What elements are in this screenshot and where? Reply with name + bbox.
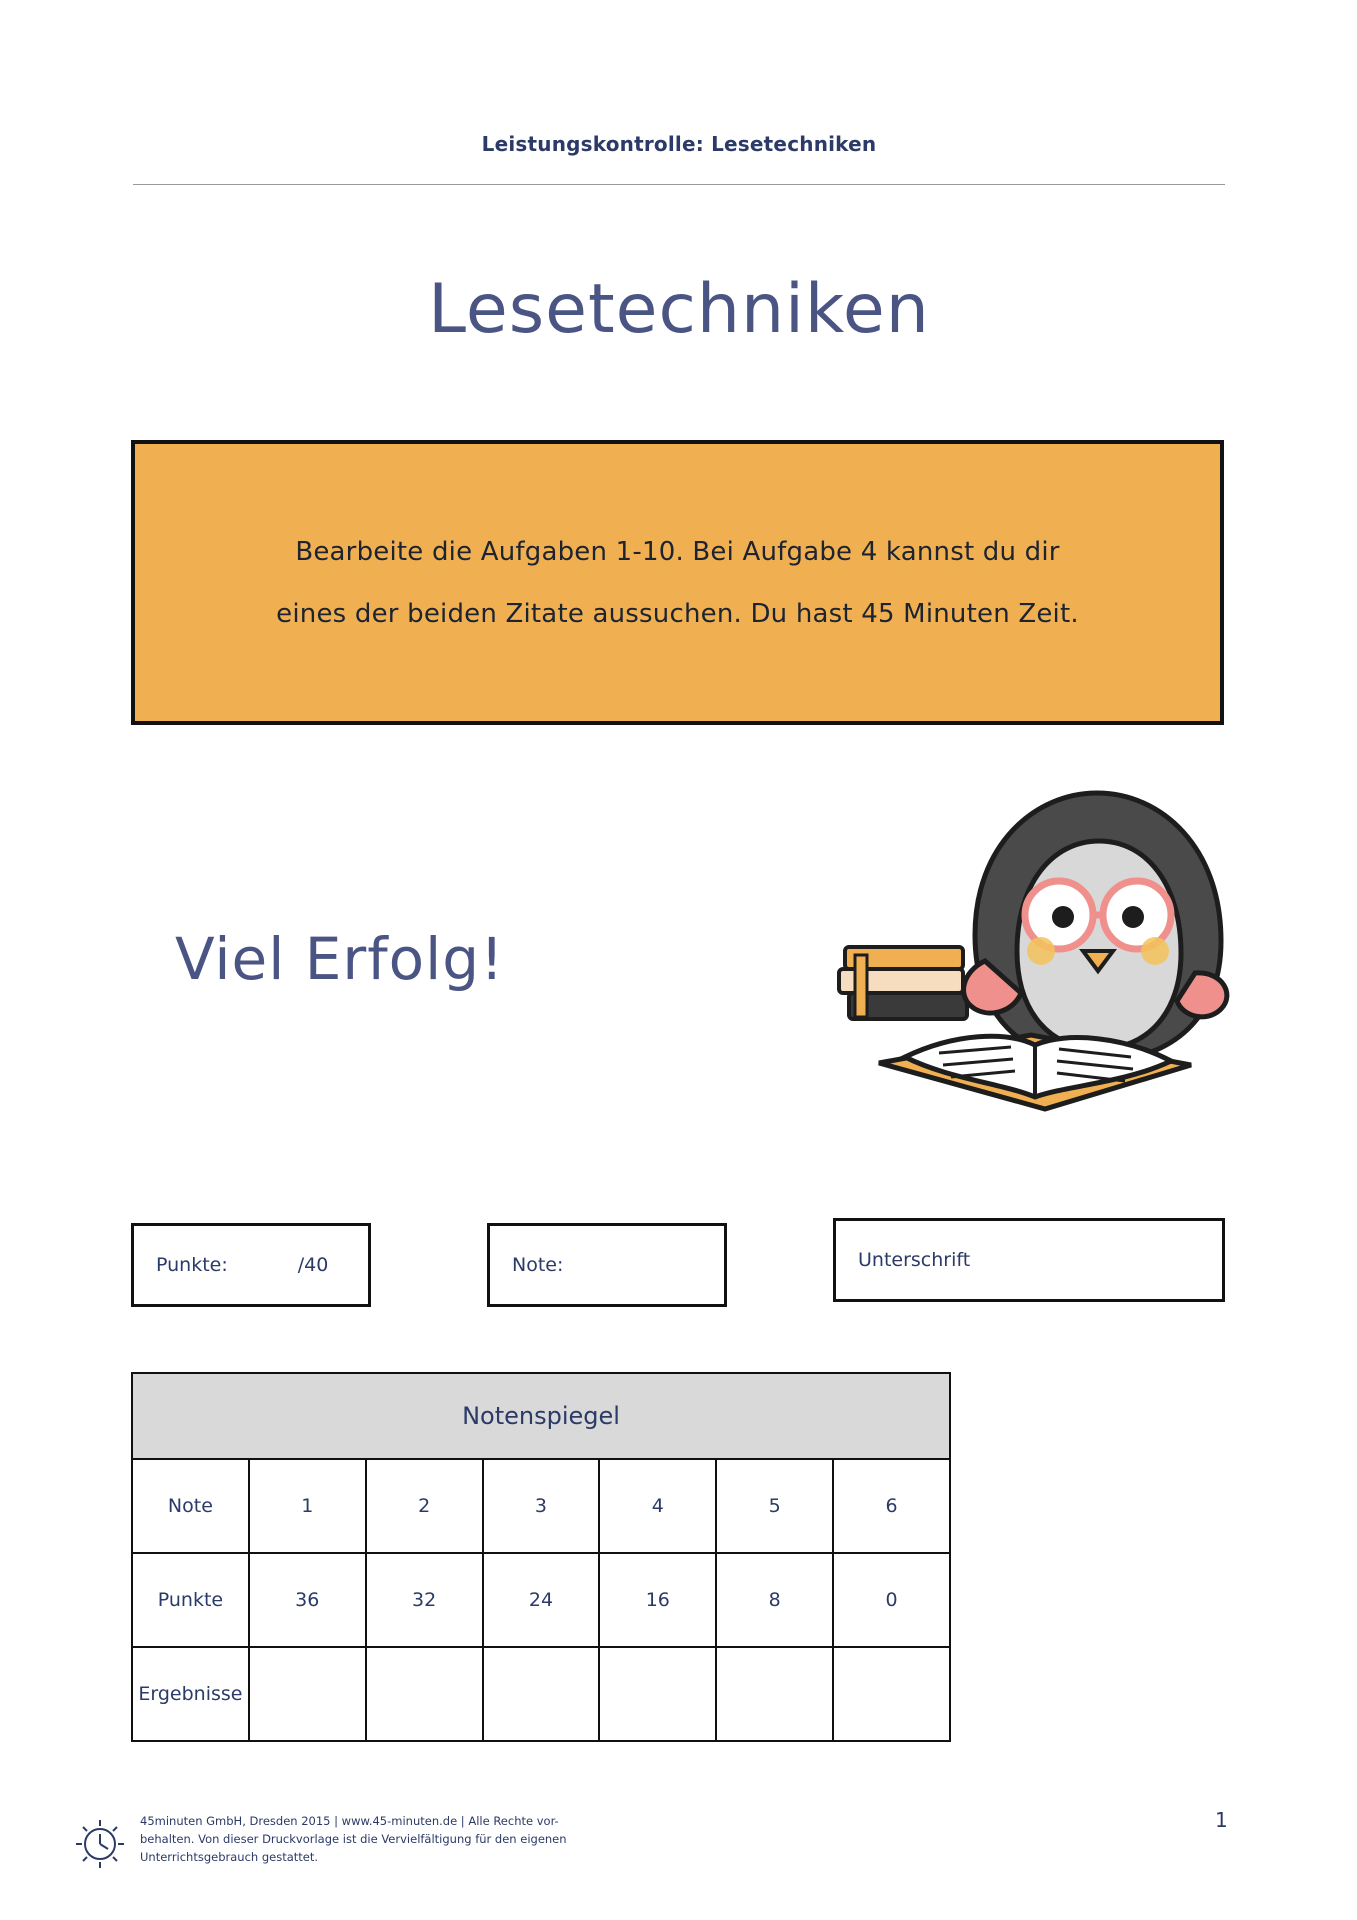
punkte-cell-4: 16 bbox=[599, 1553, 716, 1647]
row-label-punkte: Punkte bbox=[132, 1553, 249, 1647]
ergebnisse-cell-1[interactable] bbox=[249, 1647, 366, 1741]
ergebnisse-cell-4[interactable] bbox=[599, 1647, 716, 1741]
note-cell-2: 2 bbox=[366, 1459, 483, 1553]
table-row bbox=[132, 1647, 950, 1741]
page-header bbox=[133, 132, 1225, 156]
row-label-note: Note bbox=[132, 1459, 249, 1553]
page-title: Lesetechniken bbox=[428, 270, 930, 349]
copyright-notice bbox=[140, 1812, 620, 1866]
ergebnisse-cell-6[interactable] bbox=[833, 1647, 950, 1741]
instruction-line-1: Bearbeite die Aufgaben 1-10. Bei Aufgabe 4 kannst du dir bbox=[295, 536, 1060, 567]
punkte-label: Punkte: bbox=[156, 1254, 228, 1276]
table-row bbox=[132, 1553, 950, 1647]
notenspiegel-title: Notenspiegel bbox=[132, 1373, 950, 1459]
instruction-box bbox=[131, 440, 1224, 725]
ergebnisse-cell-3[interactable] bbox=[483, 1647, 600, 1741]
punkte-box[interactable] bbox=[131, 1223, 371, 1307]
copyright-line-1: 45minuten GmbH, Dresden 2015 | www.45-minuten.de | Alle Rechte vor- bbox=[140, 1814, 559, 1828]
punkte-value: /40 bbox=[297, 1254, 329, 1276]
running-head: Leistungskontrolle: Lesetechniken bbox=[481, 132, 877, 156]
punkte-cell-1: 36 bbox=[249, 1553, 366, 1647]
penguin-reading-book-illustration bbox=[835, 765, 1235, 1165]
copyright-line-3: Unterrichtsgebrauch gestattet. bbox=[140, 1850, 319, 1864]
table-row bbox=[132, 1459, 950, 1553]
note-cell-3: 3 bbox=[483, 1459, 600, 1553]
note-cell-4: 4 bbox=[599, 1459, 716, 1553]
row-label-ergebnisse: Ergebnisse bbox=[132, 1647, 249, 1741]
unterschrift-label: Unterschrift bbox=[858, 1249, 971, 1271]
punkte-cell-5: 8 bbox=[716, 1553, 833, 1647]
punkte-cell-6: 0 bbox=[833, 1553, 950, 1647]
punkte-cell-2: 32 bbox=[366, 1553, 483, 1647]
clock-sun-logo-icon bbox=[74, 1818, 126, 1870]
note-cell-6: 6 bbox=[833, 1459, 950, 1553]
note-box[interactable] bbox=[487, 1223, 727, 1307]
note-cell-1: 1 bbox=[249, 1459, 366, 1553]
copyright-line-2: behalten. Von dieser Druckvorlage ist die Vervielfältigung für den eigenen bbox=[140, 1832, 567, 1846]
success-message: Viel Erfolg! bbox=[175, 925, 505, 993]
notenspiegel-table bbox=[131, 1372, 951, 1742]
instruction-line-2: eines der beiden Zitate aussuchen. Du hast 45 Minuten Zeit. bbox=[276, 598, 1079, 629]
punkte-cell-3: 24 bbox=[483, 1553, 600, 1647]
ergebnisse-cell-5[interactable] bbox=[716, 1647, 833, 1741]
note-cell-5: 5 bbox=[716, 1459, 833, 1553]
header-divider bbox=[133, 184, 1225, 185]
note-label: Note: bbox=[512, 1254, 564, 1276]
ergebnisse-cell-2[interactable] bbox=[366, 1647, 483, 1741]
page-number: 1 bbox=[1215, 1808, 1228, 1832]
unterschrift-box[interactable] bbox=[833, 1218, 1225, 1302]
table-title-row bbox=[132, 1373, 950, 1459]
